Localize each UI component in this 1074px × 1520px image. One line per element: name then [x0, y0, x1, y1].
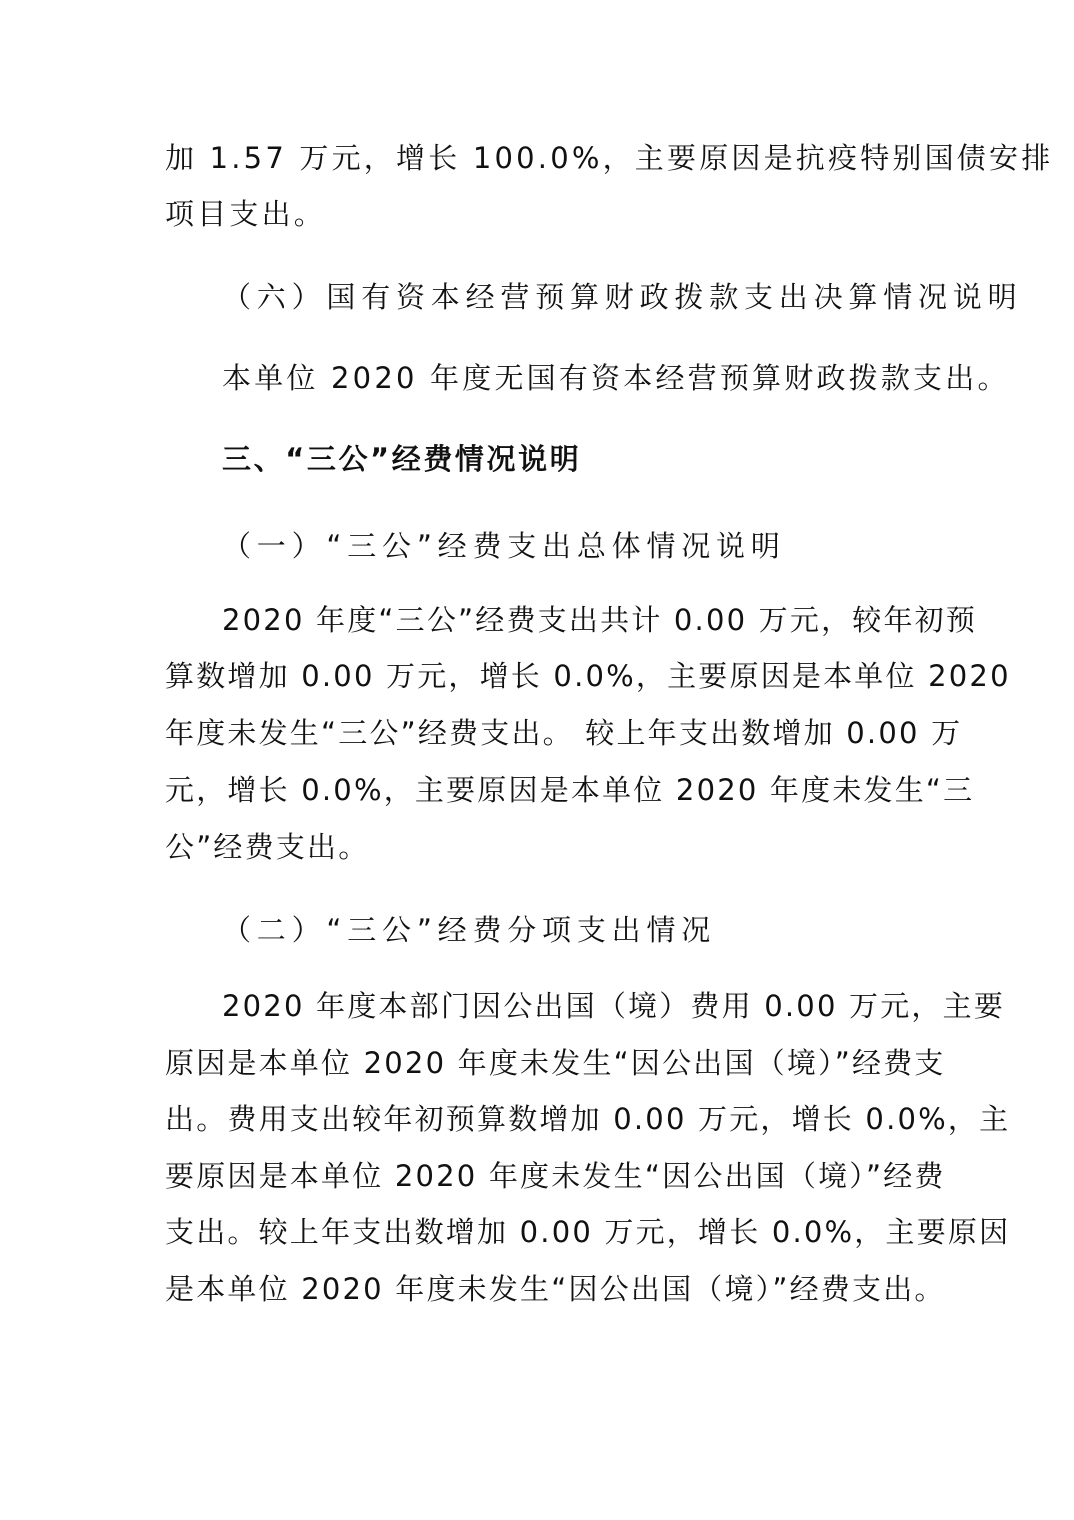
paragraph-line: 年度未发生“三公”经费支出。 较上年支出数增加 0.00 万: [165, 716, 963, 750]
section-six-heading: （六）国有资本经营预算财政拨款支出决算情况说明: [222, 280, 1023, 314]
paragraph-line: 算数增加 0.00 万元，增长 0.0%，主要原因是本单位 2020: [165, 659, 1011, 693]
paragraph-line: 支出。较上年支出数增加 0.00 万元，增长 0.0%，主要原因: [165, 1215, 1011, 1249]
section-three-heading: 三、“三公”经费情况说明: [222, 442, 582, 476]
paragraph-line: 项目支出。: [165, 197, 327, 231]
paragraph-line: 是本单位 2020 年度未发生“因公出国（境）”经费支出。: [165, 1272, 946, 1306]
paragraph-line: 2020 年度“三公”经费支出共计 0.00 万元，较年初预: [222, 603, 978, 637]
paragraph-line: 元，增长 0.0%，主要原因是本单位 2020 年度未发生“三: [165, 773, 975, 807]
section-six-body: 本单位 2020 年度无国有资本经营预算财政拨款支出。: [222, 361, 1010, 395]
paragraph-line: 出。费用支出较年初预算数增加 0.00 万元，增长 0.0%，主: [165, 1102, 1011, 1136]
paragraph-line: 原因是本单位 2020 年度未发生“因公出国（境）”经费支: [165, 1046, 946, 1080]
paragraph-line: 要原因是本单位 2020 年度未发生“因公出国（境）”经费: [165, 1159, 946, 1193]
subsection-two-heading: （二）“三公”经费分项支出情况: [222, 913, 717, 947]
paragraph-line: 公”经费支出。: [165, 830, 370, 864]
paragraph-line: 2020 年度本部门因公出国（境）费用 0.00 万元，主要: [222, 989, 1006, 1023]
subsection-one-heading: （一）“三公”经费支出总体情况说明: [222, 529, 786, 563]
paragraph-line: 加 1.57 万元，增长 100.0%，主要原因是抗疫特别国债安排: [165, 141, 1054, 175]
